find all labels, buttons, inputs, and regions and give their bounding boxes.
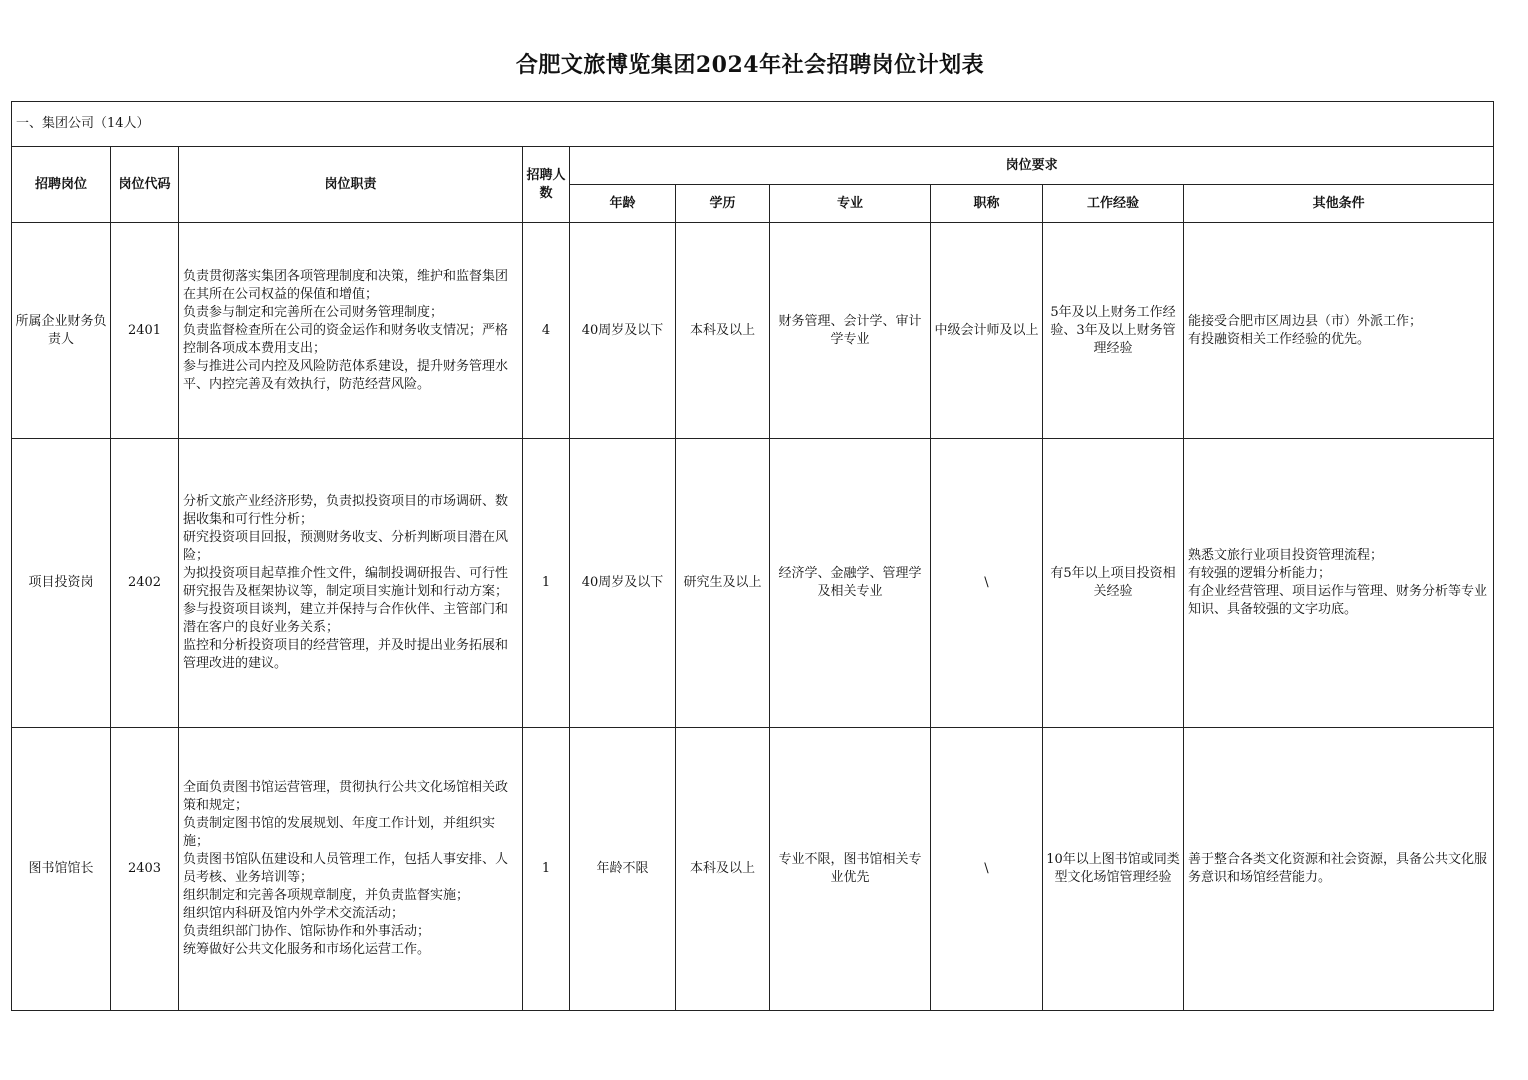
cell-other: 能接受合肥市区周边县（市）外派工作； 有投融资相关工作经验的优先。: [1184, 223, 1494, 439]
cell-title: \: [931, 439, 1043, 728]
cell-education: 研究生及以上: [676, 439, 770, 728]
header-row-1: [12, 147, 1494, 185]
header-requirements: 岗位要求: [570, 147, 1494, 185]
header-age: 年龄: [570, 185, 676, 223]
cell-education: 本科及以上: [676, 223, 770, 439]
header-other: 其他条件: [1184, 185, 1494, 223]
header-count: 招聘人数: [523, 147, 570, 223]
cell-code: 2401: [111, 223, 179, 439]
page-title: 合肥文旅博览集团2024年社会招聘岗位计划表: [515, 52, 985, 78]
header-position: 招聘岗位: [12, 147, 111, 223]
header-experience: 工作经验: [1043, 185, 1184, 223]
cell-count: 1: [523, 728, 570, 1011]
cell-count: 1: [523, 439, 570, 728]
cell-position: 所属企业财务负责人: [12, 223, 111, 439]
cell-education: 本科及以上: [676, 728, 770, 1011]
cell-duties: 分析文旅产业经济形势，负责拟投资项目的市场调研、数据收集和可行性分析； 研究投资项目回报，预测财务收支、分析判断项目潜在风险； 为拟投资项目起草推介性文件，编制投调研报告、可行性研究报告及框架协议等，制定项目实施计划和行动方案； 参与投资项目谈判，建立并保持与合作伙伴、主管部门和潜在客户的良好业务关系； 监控和分析投资项目的经营管理，并及时提出业务拓展和管理改进的建议。: [179, 439, 523, 728]
table-row: [12, 439, 1494, 728]
table-row: [12, 223, 1494, 439]
cell-age: 40周岁及以下: [570, 439, 676, 728]
cell-title: 中级会计师及以上: [931, 223, 1043, 439]
header-major: 专业: [770, 185, 931, 223]
cell-other: 熟悉文旅行业项目投资管理流程； 有较强的逻辑分析能力； 有企业经营管理、项目运作与管理、财务分析等专业知识、具备较强的文字功底。: [1184, 439, 1494, 728]
cell-experience: 5年及以上财务工作经验、3年及以上财务管理经验: [1043, 223, 1184, 439]
cell-position: 图书馆馆长: [12, 728, 111, 1011]
section-row: [12, 102, 1494, 147]
cell-position: 项目投资岗: [12, 439, 111, 728]
cell-title: \: [931, 728, 1043, 1011]
recruitment-plan-table: [11, 101, 1494, 1011]
header-title: 职称: [931, 185, 1043, 223]
section-title: 一、集团公司（14人）: [12, 102, 1494, 147]
header-duties: 岗位职责: [179, 147, 523, 223]
cell-duties: 全面负责图书馆运营管理，贯彻执行公共文化场馆相关政策和规定； 负责制定图书馆的发展规划、年度工作计划，并组织实施； 负责图书馆队伍建设和人员管理工作，包括人事安排、人员考核、业务培训等； 组织制定和完善各项规章制度，并负责监督实施； 组织馆内科研及馆内外学术交流活动； 负责组织部门协作、馆际协作和外事活动； 统筹做好公共文化服务和市场化运营工作。: [179, 728, 523, 1011]
cell-duties: 负责贯彻落实集团各项管理制度和决策，维护和监督集团在其所在公司权益的保值和增值； 负责参与制定和完善所在公司财务管理制度； 负责监督检查所在公司的资金运作和财务收支情况；严格控制各项成本费用支出； 参与推进公司内控及风险防范体系建设，提升财务管理水平、内控完善及有效执行，防范经营风险。: [179, 223, 523, 439]
cell-code: 2403: [111, 728, 179, 1011]
cell-experience: 有5年以上项目投资相关经验: [1043, 439, 1184, 728]
header-code: 岗位代码: [111, 147, 179, 223]
cell-other: 善于整合各类文化资源和社会资源，具备公共文化服务意识和场馆经营能力。: [1184, 728, 1494, 1011]
cell-major: 专业不限，图书馆相关专业优先: [770, 728, 931, 1011]
cell-experience: 10年以上图书馆或同类型文化场馆管理经验: [1043, 728, 1184, 1011]
cell-major: 经济学、金融学、管理学及相关专业: [770, 439, 931, 728]
cell-code: 2402: [111, 439, 179, 728]
cell-count: 4: [523, 223, 570, 439]
table-row: [12, 728, 1494, 1011]
header-education: 学历: [676, 185, 770, 223]
cell-age: 年龄不限: [570, 728, 676, 1011]
cell-major: 财务管理、会计学、审计学专业: [770, 223, 931, 439]
cell-age: 40周岁及以下: [570, 223, 676, 439]
